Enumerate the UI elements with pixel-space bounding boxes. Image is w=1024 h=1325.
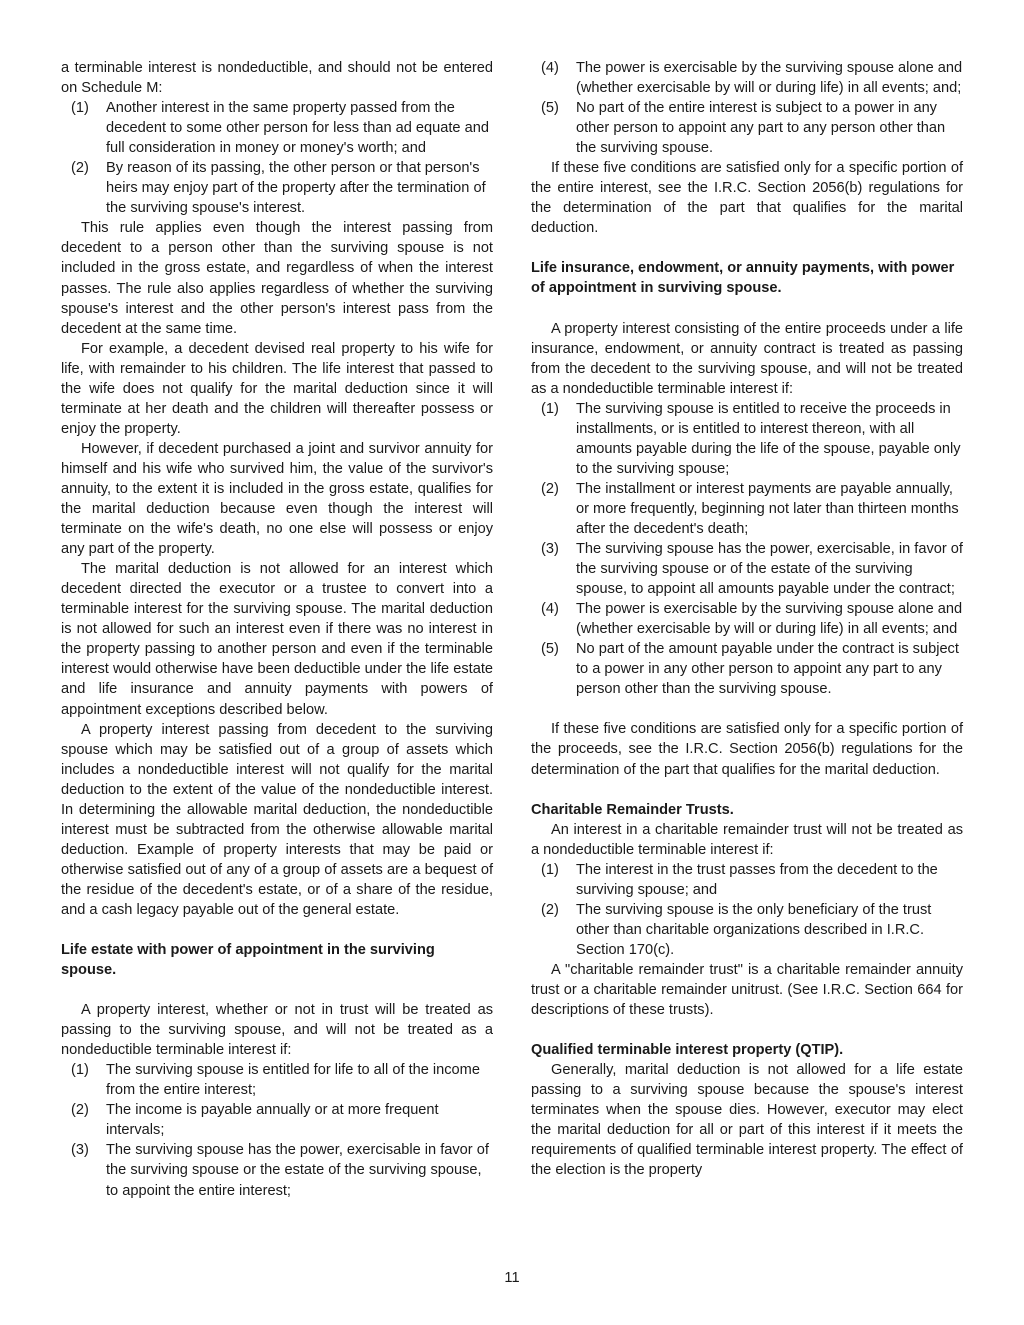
list-item-text: No part of the amount payable under the contract is subject to a power in any other person to appoint any part to any person other than the surviving spouse. (576, 641, 959, 698)
numbered-list-item (61, 158, 493, 218)
numbered-list-item (531, 900, 963, 960)
list-item-number: (2) (541, 901, 559, 918)
list-item-text: The power is exercisable by the surviving spouse alone and (whether exercisable by will or during life) in all events; and (576, 601, 963, 638)
paragraph-spacer (531, 238, 963, 258)
list-item-number: (3) (71, 1142, 89, 1159)
body-paragraph: The marital deduction is not allowed for an interest which decedent directed the executor or a trustee to convert into a terminable interest for the surviving spouse. The marital deduction is not allowed for such an interest even if there was no interest in the property passing to another person and even if the terminable interest would otherwise have been deductible under the life estate and life insurance and annuity payments with powers of appointment exceptions described below. (61, 561, 493, 718)
numbered-list-item (531, 98, 963, 158)
numbered-list-item (531, 479, 963, 539)
numbered-list-item (61, 98, 493, 158)
list-item-text: The surviving spouse is entitled to receive the proceeds in installments, or is entitled to interest thereon, with all amounts payable during the life of the spouse, payable only to the surviving spouse; (576, 400, 961, 477)
list-item-number: (2) (71, 160, 89, 177)
right-column (531, 58, 963, 1180)
list-item-text: The surviving spouse is the only beneficiary of the trust other than charitable organizations described in I.R.C. Section 170(c). (576, 901, 932, 958)
paragraph-spacer (531, 299, 963, 319)
numbered-list-item (531, 639, 963, 699)
numbered-list-item (531, 539, 963, 599)
paragraph-spacer (531, 1020, 963, 1040)
list-item-number: (1) (541, 861, 559, 878)
numbered-list-item (61, 1060, 493, 1100)
list-item-text: No part of the entire interest is subject to a power in any other person to appoint any part to any person other than the surviving spouse. (576, 100, 946, 157)
numbered-list-item (531, 599, 963, 639)
section-heading: Life insurance, endowment, or annuity payments, with power of appointment in surviving spouse. (531, 260, 955, 297)
paragraph-spacer (531, 780, 963, 800)
body-paragraph: A property interest, whether or not in trust will be treated as passing to the surviving spouse, and will not be treated as a nondeductible terminable interest if: (61, 1002, 493, 1059)
list-item-number: (2) (71, 1102, 89, 1119)
numbered-list-item (531, 58, 963, 98)
paragraph-spacer (61, 980, 493, 1000)
body-paragraph: A property interest passing from decedent to the surviving spouse which may be satisfied out of a group of assets which includes a nondeductible interest will not qualify for the marital deduction to the extent of the value of the nondeductible interest. In determining the allowable marital deduction, the nondeductible interest must be subtracted from the otherwise allowable marital deduction. Example of property interests that may be paid or otherwise satisfied out of any of a group of assets are a bequest of the residue of the decedent's estate, or of a share of the residue, and a cash legacy payable out of the general estate. (61, 721, 493, 918)
list-item-number: (1) (541, 400, 559, 417)
list-item-text: The income is payable annually or at more frequent intervals; (106, 1102, 439, 1139)
body-paragraph: For example, a decedent devised real property to his wife for life, with remainder to his children. The life interest that passed to the wife does not qualify for the marital deduction since it will terminate at her death and the children will thereafter possess or enjoy the property. (61, 340, 493, 437)
list-item-number: (4) (541, 601, 559, 618)
list-item-text: The interest in the trust passes from the decedent to the surviving spouse; and (576, 861, 938, 898)
left-column (61, 58, 493, 1201)
body-paragraph: If these five conditions are satisfied only for a specific portion of the proceeds, see the I.R.C. Section 2056(b) regulations for the determination of the part that qualifies for the marital deduction. (531, 721, 963, 778)
paragraph-spacer (61, 920, 493, 940)
body-paragraph: a terminable interest is nondeductible, and should not be entered on Schedule M: (61, 60, 493, 97)
numbered-list-item (531, 860, 963, 900)
list-item-number: (5) (541, 100, 559, 117)
body-paragraph: Generally, marital deduction is not allowed for a life estate passing to a surviving spouse because the spouse's interest terminates when the spouse dies. However, executor may elect the marital deduction for all or part of this interest if it meets the requirements of qualified terminable interest property. The effect of the election is the property (531, 1062, 963, 1179)
list-item-text: The surviving spouse has the power, exercisable in favor of the surviving spouse or the estate of the surviving spouse, to appoint the entire interest; (106, 1142, 489, 1199)
list-item-text: Another interest in the same property passed from the decedent to some other person for less than ad equate and full consideration in money or money's worth; and (106, 100, 489, 157)
body-paragraph: A "charitable remainder trust" is a charitable remainder annuity trust or a charitable remainder unitrust. (See I.R.C. Section 664 for descriptions of these trusts). (531, 961, 963, 1019)
section-heading: Charitable Remainder Trusts. (531, 801, 734, 818)
list-item-number: (5) (541, 641, 559, 658)
list-item-number: (2) (541, 480, 559, 497)
paragraph-spacer (531, 699, 963, 719)
section-heading: Qualified terminable interest property (QTIP). (531, 1042, 844, 1059)
body-paragraph: However, if decedent purchased a joint and survivor annuity for himself and his wife who survived him, the value of the survivor's annuity, to the extent it is included in the gross estate, qualifies for the marital deduction because even though the interest will terminate on the wife's death, no one else will possess or enjoy any part of the property. (61, 440, 493, 558)
body-paragraph: This rule applies even though the interest passing from decedent to a person other than the surviving spouse is not included in the gross estate, and regardless of when the interest passes. The rule also applies regardless of whether the surviving spouse's interest and the other person's interest pass from the decedent at the same time. (61, 220, 493, 337)
list-item-number: (3) (541, 541, 559, 558)
list-item-text: The surviving spouse is entitled for life to all of the income from the entire interest; (106, 1062, 480, 1099)
list-item-text: The power is exercisable by the surviving spouse alone and (whether exercisable by will or during life) in all events; and; (576, 60, 963, 97)
list-item-number: (1) (71, 100, 89, 117)
numbered-list-item (61, 1100, 493, 1140)
section-heading: Life estate with power of appointment in the surviving spouse. (61, 942, 435, 979)
list-item-number: (1) (71, 1062, 89, 1079)
list-item-number: (4) (541, 60, 559, 76)
body-paragraph: If these five conditions are satisfied only for a specific portion of the entire interest, see the I.R.C. Section 2056(b) regulations for the determination of the part that qualifies for the marital deduction. (531, 160, 963, 237)
body-paragraph: An interest in a charitable remainder trust will not be treated as a nondeductible terminable interest if: (531, 821, 963, 858)
numbered-list-item (61, 1140, 493, 1200)
list-item-text: The surviving spouse has the power, exercisable, in favor of the surviving spouse or of the estate of the surviving spouse, to appoint all amounts payable under the contract; (576, 541, 963, 598)
list-item-text: The installment or interest payments are payable annually, or more frequently, beginning not later than thirteen months after the decedent's death; (576, 480, 959, 537)
page-number: 11 (504, 1270, 520, 1286)
list-item-text: By reason of its passing, the other person or that person's heirs may enjoy part of the property after the termination of the surviving spouse's interest. (106, 160, 486, 217)
numbered-list-item (531, 399, 963, 479)
body-paragraph: A property interest consisting of the entire proceeds under a life insurance, endowment, or annuity contract is treated as passing from the decedent to the surviving spouse, and will not be treated as a nondeductible terminable interest if: (531, 320, 963, 397)
